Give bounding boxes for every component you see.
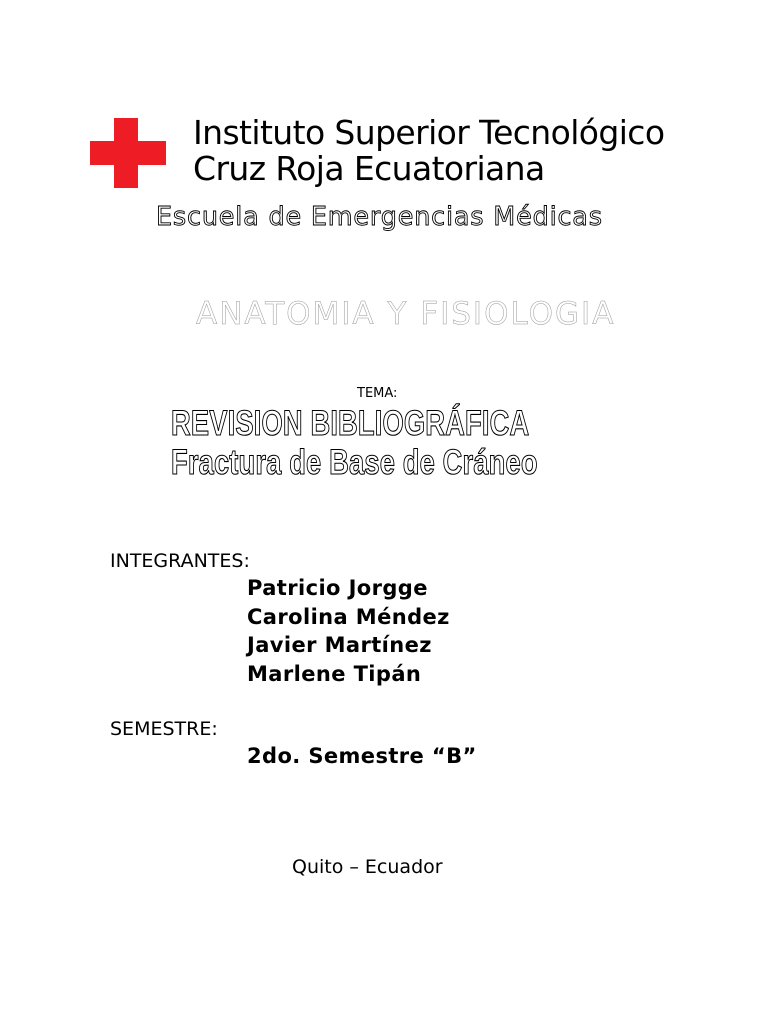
topic-title-line-1: REVISION BIBLIOGRÁFICA	[171, 404, 530, 443]
semester-label: SEMESTRE:	[110, 718, 218, 740]
member-name: Javier Martínez	[247, 633, 432, 657]
place-line: Quito – Ecuador	[292, 856, 443, 878]
red-cross-icon	[90, 118, 166, 188]
semester-value: 2do. Semestre “B”	[247, 744, 477, 768]
cross-horizontal-bar	[90, 141, 166, 165]
member-name: Patricio Jorgge	[247, 576, 428, 600]
subject-title: ANATOMIA Y FISIOLOGIA	[196, 296, 616, 332]
members-label: INTEGRANTES:	[110, 550, 250, 572]
school-name: Escuela de Emergencias Médicas	[156, 202, 603, 232]
topic-label: TEMA:	[357, 386, 398, 401]
member-name: Marlene Tipán	[247, 662, 422, 686]
institute-name-line-2: Cruz Roja Ecuatoriana	[193, 149, 545, 188]
member-name: Carolina Méndez	[247, 605, 450, 629]
topic-title-line-2: Fractura de Base de Cráneo	[171, 443, 538, 482]
institute-name-line-1: Instituto Superior Tecnológico	[193, 113, 665, 152]
